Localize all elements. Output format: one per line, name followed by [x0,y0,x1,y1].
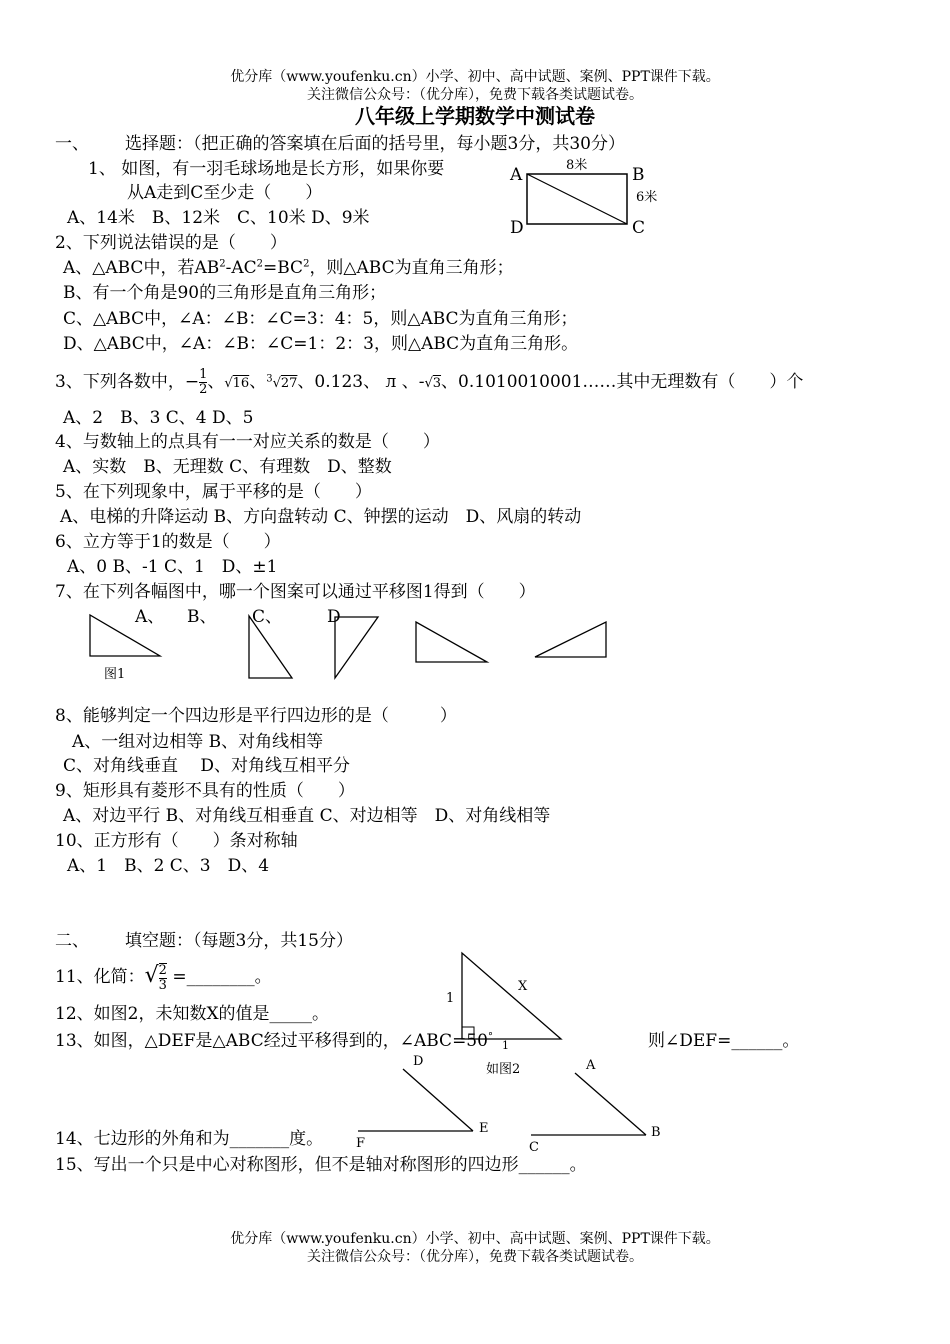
footer-line-2: 关注微信公众号：（优分库），免费下载各类试题试卷。 [307,1249,643,1265]
q13-label-b: B [651,1125,661,1140]
q7-label-a: A、 [135,607,165,627]
q8-options-2: C、对角线垂直 D、对角线互相平分 [63,756,351,776]
q1-label-width: 8米 [566,158,588,173]
q7-label-b: B、 [187,607,217,627]
q7-option-d-triangle [535,622,606,657]
q1-stem-line1: 1、 如图，有一羽毛球场地是长方形，如果你要 [88,159,445,179]
q1-label-b: B [632,165,645,185]
q13-label-f: F [356,1136,366,1151]
q3-options: A、2 B、3 C、4 D、5 [63,408,254,428]
q7-option-b-triangle [335,617,378,678]
q1-label-c: C [632,218,646,238]
q9-stem: 9、矩形具有菱形不具有的性质（ ） [55,781,355,801]
section-1-number: 一、 [55,134,89,154]
q7-label-c: C、 [252,607,283,627]
q10-options: A、1 B、2 C、3 D、4 [67,856,270,876]
q3-stem: 3、下列各数中，− $\frac{1}{2}$ 、√16、$^3$√27、0.123、 л 、-√3、0.1010010001……其中无理数有（ ）个 [55,367,804,397]
q13-answer: 则∠DEF=______。 [648,1031,800,1051]
q12-figure-2-triangle [462,953,561,1039]
section-2-number: 二、 [55,931,89,951]
q1-label-d: D [510,218,524,238]
q1-rectangle-figure [527,174,627,224]
q13-label-e: E [479,1121,489,1136]
q12-side-x: X [518,979,528,994]
q8-stem: 8、能够判定一个四边形是平行四边形的是（ ） [55,706,457,726]
q12-base-label: 1 [502,1039,509,1052]
page-title: 八年级上学期数学中测试卷 [355,104,595,128]
q13-label-c: C [529,1140,539,1155]
q6-stem: 6、立方等于1的数是（ ） [55,532,281,552]
q2-option-d: D、△ABC中，∠A：∠B：∠C=1：2：3，则△ABC为直角三角形。 [63,334,579,354]
q3-fraction: $\frac{1}{2}$ [199,367,208,397]
q12-caption: 如图2 [486,1062,521,1077]
q12-side-1: 1 [446,991,455,1006]
q2-option-c: C、△ABC中，∠A：∠B：∠C=3：4：5，则△ABC为直角三角形； [63,309,578,329]
q13-angle-def [358,1069,473,1131]
q2-option-a: A、△ABC中，若$AB^2-AC^2=BC^2$，则△ABC为直角三角形； [63,258,514,278]
q14-stem: 14、七边形的外角和为_______度。 [55,1129,324,1149]
q13-stem: 13、如图，△DEF是△ABC经过平移得到的，∠ABC=50° [55,1031,493,1051]
q15-stem: 15、写出一个只是中心对称图形，但不是轴对称图形的四边形______。 [55,1155,587,1175]
q9-options: A、对边平行 B、对角线互相垂直 C、对边相等 D、对角线相等 [63,806,551,826]
section-2-heading: 填空题：（每题3分，共15分） [125,931,353,951]
q1-label-a: A [510,165,523,185]
q11-fraction: $\frac{2}{3}$ [158,962,167,993]
q1-stem-line2: 从A走到C至少走（ ） [127,183,323,203]
q13-label-a: A [586,1058,596,1073]
header-line-2: 关注微信公众号：（优分库），免费下载各类试题试卷。 [307,87,643,103]
q5-options: A、电梯的升降运动 B、方向盘转动 C、钟摆的运动 D、风扇的转动 [60,507,582,527]
section-1-heading: 选择题：（把正确的答案填在后面的括号里，每小题3分，共30分） [125,134,625,154]
q11-stem: 11、化简：√ $\frac{2}{3}$ =________。 [55,962,272,993]
q4-options: A、实数 B、无理数 C、有理数 D、整数 [63,457,392,477]
q7-figure-1-caption: 图1 [104,667,126,682]
header-line-1: 优分库（www.youfenku.cn）小学、初中、高中试题、案例、PPT课件下载。 [230,69,720,85]
footer-line-1: 优分库（www.youfenku.cn）小学、初中、高中试题、案例、PPT课件下载。 [230,1231,720,1247]
q6-options: A、0 B、-1 C、1 D、±1 [67,557,278,577]
q10-stem: 10、正方形有（ ）条对称轴 [55,831,298,851]
q2-stem: 2、下列说法错误的是（ ） [55,233,287,253]
q12-stem: 12、如图2，未知数X的值是_____。 [55,1004,330,1024]
q13-label-d: D [413,1054,424,1069]
q1-label-height: 6米 [636,190,658,205]
q2-option-b: B、有一个角是90的三角形是直角三角形； [63,283,387,303]
q8-options-1: A、一组对边相等 B、对角线相等 [72,732,324,752]
q7-stem: 7、在下列各幅图中，哪一个图案可以通过平移图1得到（ ） [55,582,536,602]
q5-stem: 5、在下列现象中，属于平移的是（ ） [55,482,372,502]
q13-angle-abc [531,1073,646,1135]
q7-option-c-triangle [416,622,487,662]
q1-options: A、14米 B、12米 C、10米 D、9米 [67,208,370,228]
q7-label-d: D [327,607,341,627]
q4-stem: 4、与数轴上的点具有一一对应关系的数是（ ） [55,432,440,452]
